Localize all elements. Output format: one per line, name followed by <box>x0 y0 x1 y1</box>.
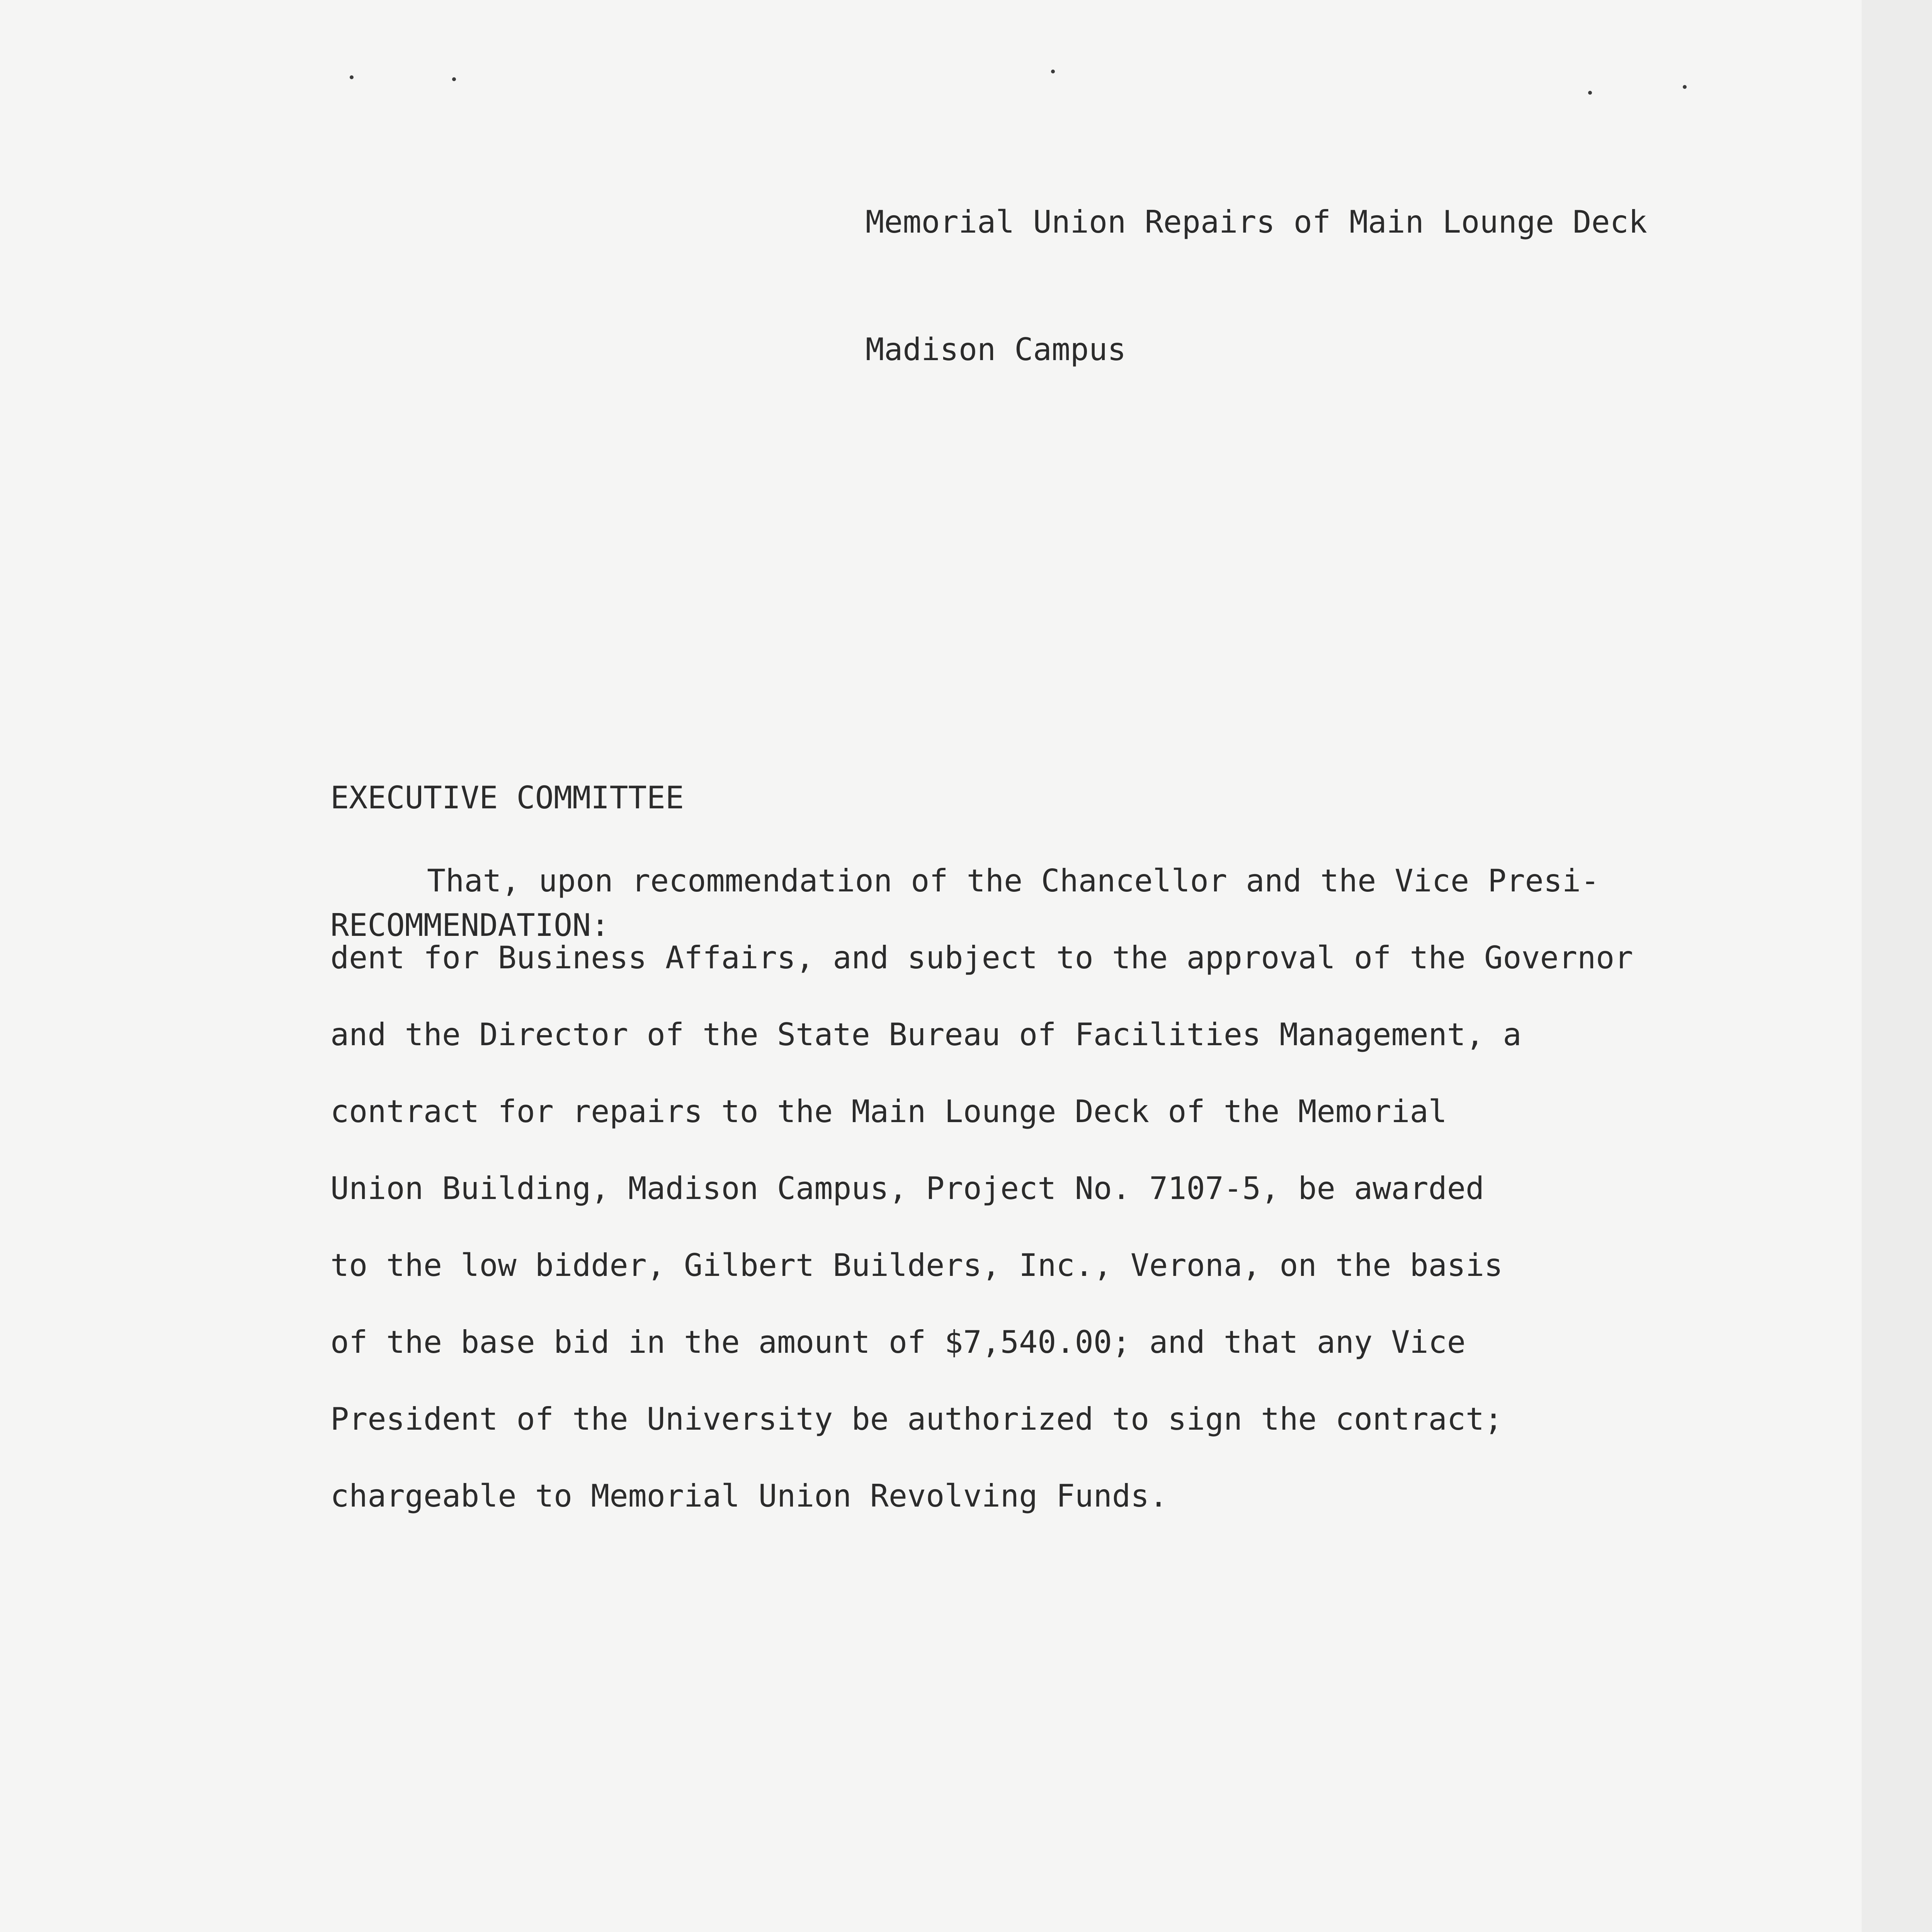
body-line: of the base bid in the amount of $7,540.00; and that any Vice <box>330 1324 1466 1360</box>
scan-speck <box>350 75 354 79</box>
body-line: President of the University be authorized to sign the contract; <box>330 1401 1503 1437</box>
document-header <box>866 116 1647 456</box>
scan-edge-shadow <box>1862 0 1932 1932</box>
body-line: Union Building, Madison Campus, Project No. 7107-5, be awarded <box>330 1170 1485 1206</box>
body-line: contract for repairs to the Main Lounge Deck of the Memorial <box>330 1094 1447 1129</box>
recommendation-body <box>330 842 1683 1534</box>
body-line: chargeable to Memorial Union Revolving Funds. <box>330 1478 1168 1514</box>
section-heading-line1: EXECUTIVE COMMITTEE <box>330 780 684 816</box>
scan-speck <box>1051 70 1055 73</box>
body-line: dent for Business Affairs, and subject to the approval of the Governor <box>330 940 1633 976</box>
scan-speck <box>452 77 456 81</box>
scan-speck <box>1683 85 1687 89</box>
scan-speck <box>1588 91 1592 95</box>
header-campus: Madison Campus <box>866 332 1126 367</box>
body-line: That, upon recommendation of the Chancellor and the Vice Presi- <box>427 863 1600 899</box>
section-heading-line2: RECOMMENDATION: <box>330 907 610 943</box>
body-line: to the low bidder, Gilbert Builders, Inc., Verona, on the basis <box>330 1247 1503 1283</box>
body-line: and the Director of the State Bureau of Facilities Management, a <box>330 1017 1522 1053</box>
header-title: Memorial Union Repairs of Main Lounge Deck <box>866 204 1647 240</box>
